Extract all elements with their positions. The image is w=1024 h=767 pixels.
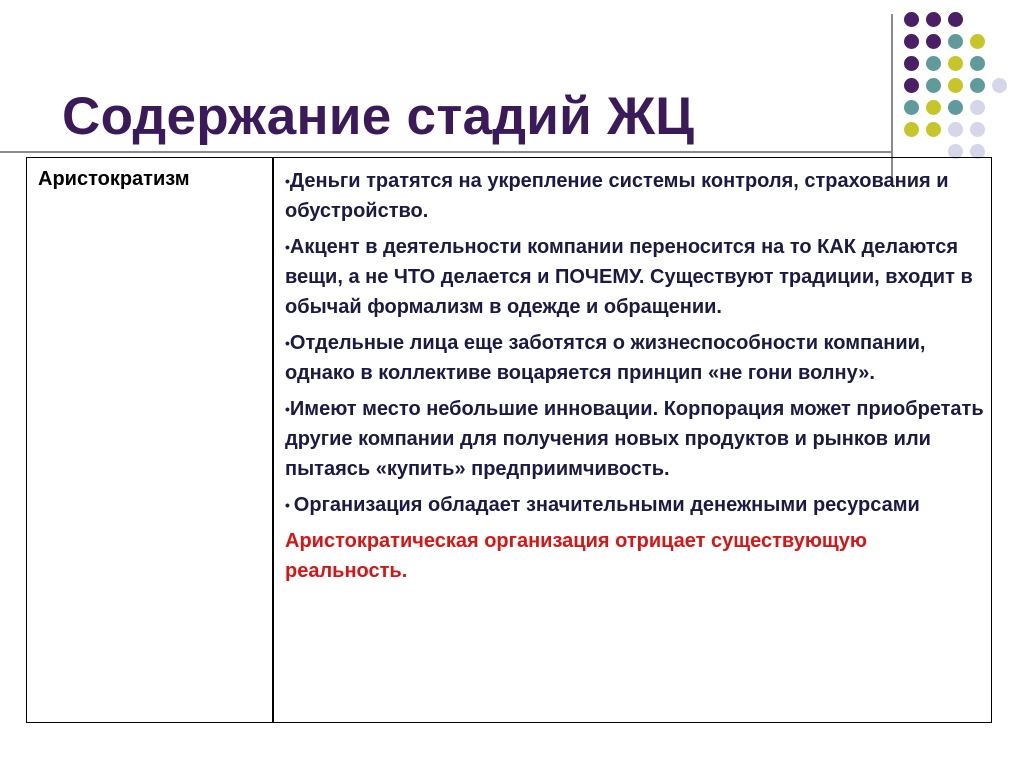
list-item — [285, 328, 985, 388]
content-table — [26, 157, 992, 723]
bullet-icon: • — [285, 401, 290, 417]
decorative-dot — [904, 56, 919, 71]
decorative-dot — [948, 12, 963, 27]
bullet-icon: • — [285, 497, 294, 513]
list-item-text: Имеют место небольшие инновации. Корпорация может приобретать другие компании для получения новых продуктов и рынков или пытаясь «купить» предприимчивость. — [285, 398, 984, 480]
list-item-text: Отдельные лица еще заботятся о жизнеспособности компании, однако в коллективе воцаряется принцип «не гони волну». — [285, 332, 926, 384]
decorative-dot — [992, 78, 1007, 93]
list-item — [285, 394, 985, 484]
bullet-icon: • — [285, 239, 290, 255]
decorative-horizontal-line — [0, 151, 891, 153]
list-item-text: Акцент в деятельности компании переносится на то КАК делаются вещи, а не ЧТО делается и ПОЧЕМУ. Существуют традиции, входит в обычай формализм в одежде и обращении. — [285, 236, 973, 318]
decorative-dot — [926, 12, 941, 27]
list-item — [285, 166, 985, 226]
decorative-dot — [904, 122, 919, 137]
bullet-icon: • — [285, 173, 290, 189]
list-item — [285, 490, 985, 520]
decorative-dot — [904, 12, 919, 27]
stage-name-cell: Аристократизм — [38, 168, 190, 190]
decorative-dot — [926, 56, 941, 71]
decorative-dot — [948, 122, 963, 137]
bullet-icon: • — [285, 335, 290, 351]
conclusion-text: Аристократическая организация отрицает существующую реальность. — [285, 530, 867, 582]
slide-title: Содержание стадий ЖЦ — [62, 87, 695, 146]
list-item — [285, 232, 985, 322]
decorative-dot — [948, 34, 963, 49]
decorative-dot — [948, 56, 963, 71]
decorative-dot — [904, 78, 919, 93]
decorative-dot — [926, 34, 941, 49]
decorative-dot — [970, 78, 985, 93]
decorative-dot — [948, 78, 963, 93]
decorative-dot — [970, 122, 985, 137]
decorative-dot — [970, 56, 985, 71]
list-item-text: Организация обладает значительными денежными ресурсами — [293, 494, 920, 516]
decorative-dot — [904, 34, 919, 49]
decorative-dot — [926, 78, 941, 93]
decorative-dot — [926, 122, 941, 137]
decorative-dot — [926, 100, 941, 115]
decorative-dot — [948, 100, 963, 115]
decorative-dot — [904, 100, 919, 115]
table-column-divider — [272, 158, 274, 722]
decorative-dot — [970, 100, 985, 115]
decorative-dot — [970, 34, 985, 49]
list-item-text: Деньги тратятся на укрепление системы контроля, страхования и обустройство. — [285, 170, 949, 222]
stage-description-cell — [285, 166, 985, 592]
